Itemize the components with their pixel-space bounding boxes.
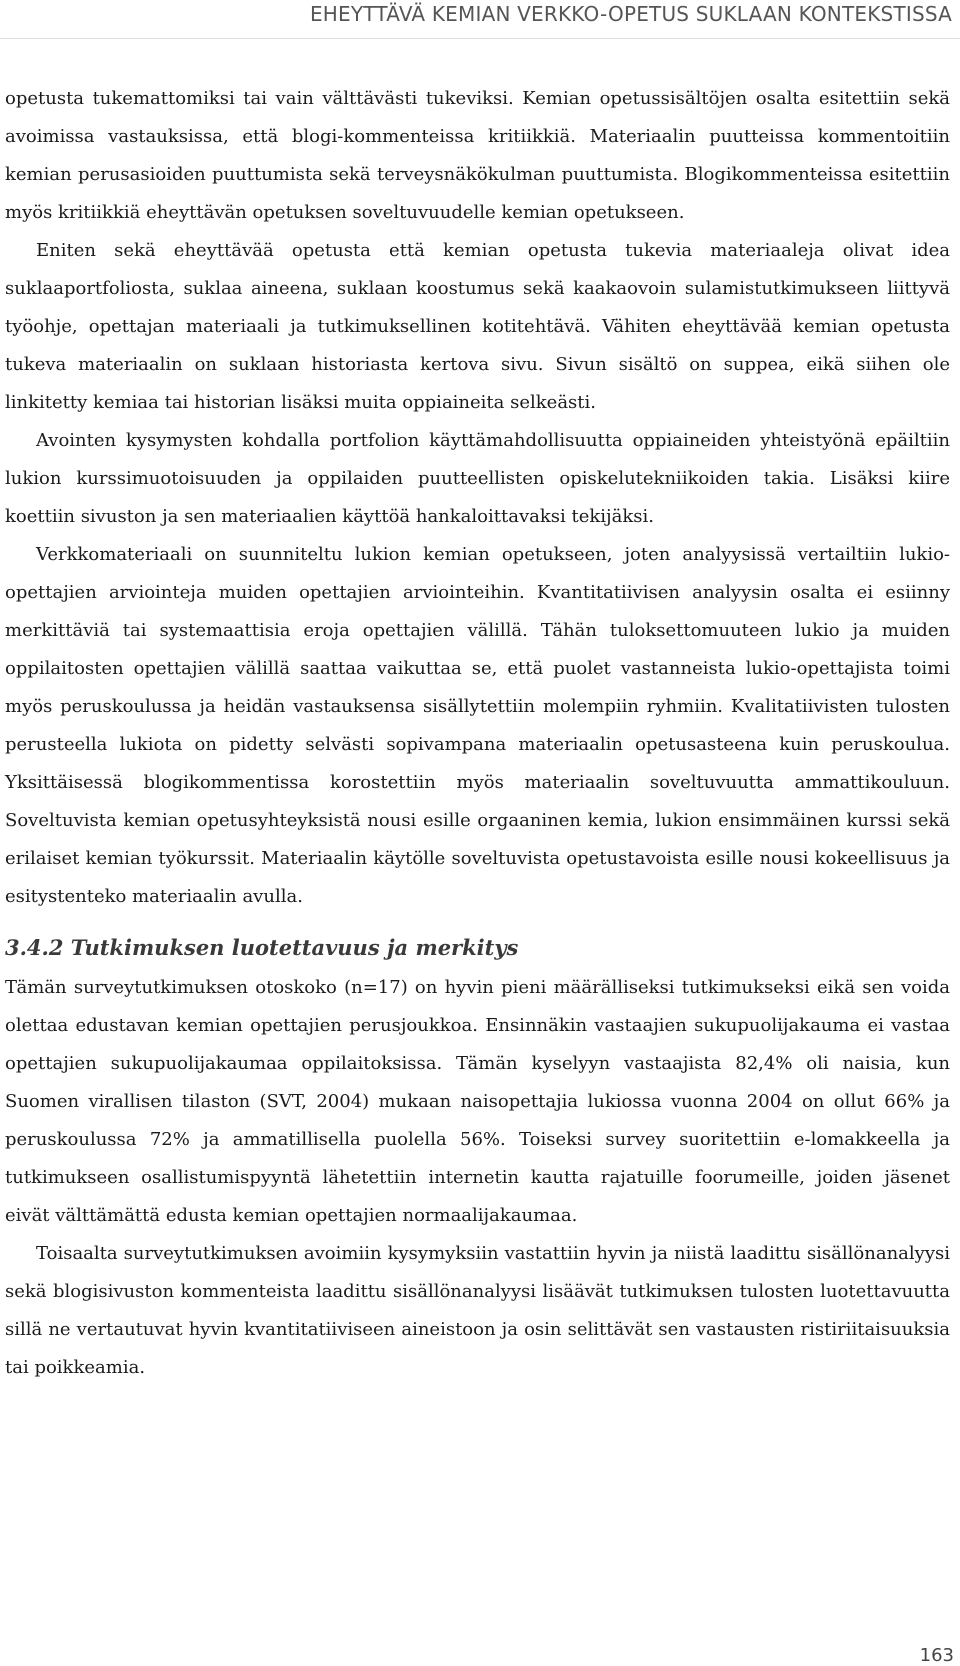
paragraph: Verkkomateriaali on suunniteltu lukion kemian opetukseen, joten analyysissä vertailtiin lukio-opettajien arviointeja muiden opettajien arviointeihin. Kvantitatiivisen analyysin osalta ei esiinny merkittäviä tai systemaattisia eroja opettajien välillä. Tähän tuloksettomuuteen lukio ja muiden oppilaitosten opettajien välillä saattaa vaikuttaa se, että puolet vastanneista lukio-opettajista toimi myös peruskoulussa ja heidän vastauksensa sisällytettiin molempiin ryhmiin. Kvalitatiivisten tulosten perusteella lukiota on pidetty selvästi sopivampana materiaalin opetusasteena kuin peruskoulua. Yksittäisessä blogikommentissa korostettiin myös materiaalin soveltuvuutta ammattikouluun. Soveltuvista kemian opetusyhteyksistä nousi esille orgaaninen kemia, lukion ensimmäinen kurssi sekä erilaiset kemian työkurssit. Materiaalin käytölle soveltuvista opetustavoista esille nousi kokeellisuus ja esitystenteko materiaalin avulla. <box>5 544 950 907</box>
document-body <box>5 80 950 1387</box>
paragraph: Tämän surveytutkimuksen otoskoko (n=17) on hyvin pieni määrälliseksi tutkimukseksi eikä sen voida olettaa edustavan kemian opettajien perusjoukkoa. Ensinnäkin vastaajien sukupuolijakauma ei vastaa opettajien sukupuolijakaumaa oppilaitoksissa. Tämän kyselyyn vastaajista 82,4% oli naisia, kun Suomen virallisen tilaston (SVT, 2004) mukaan naisopettajia lukiossa vuonna 2004 on ollut 66% ja peruskoulussa 72% ja ammatillisella puolella 56%. Toiseksi survey suoritettiin e-lomakkeella ja tutkimukseen osallistumispyyntä lähetettiin internetin kautta rajatuille foorumeille, joiden jäsenet eivät välttämättä edusta kemian opettajien normaalijakaumaa. <box>5 977 950 1226</box>
section-heading: 3.4.2 Tutkimuksen luotettavuus ja merkitys <box>5 935 519 960</box>
paragraph: Eniten sekä eheyttävää opetusta että kemian opetusta tukevia materiaaleja olivat idea suklaaportfoliosta, suklaa aineena, suklaan koostumus sekä kaakaovoin sulamistutkimukseen liittyvä työohje, opettajan materiaali ja tutkimuksellinen kotitehtävä. Vähiten eheyttävää kemian opetusta tukeva materiaalin on suklaan historiasta kertova sivu. Sivun sisältö on suppea, eikä siihen ole linkitetty kemiaa tai historian lisäksi muita oppiaineita selkeästi. <box>5 240 950 413</box>
paragraph: Toisaalta surveytutkimuksen avoimiin kysymyksiin vastattiin hyvin ja niistä laadittu sisällönanalyysi sekä blogisivuston kommenteista laadittu sisällönanalyysi lisäävät tutkimuksen tulosten luotettavuutta sillä ne vertautuvat hyvin kvantitatiiviseen aineistoon ja osin selittävät sen vastausten ristiriitaisuuksia tai poikkeamia. <box>5 1243 950 1378</box>
page-number: 163 <box>919 1645 954 1666</box>
paragraph: Avointen kysymysten kohdalla portfolion käyttämahdollisuutta oppiaineiden yhteistyönä epäiltiin lukion kurssimuotoisuuden ja oppilaiden puutteellisten opiskelutekniikoiden takia. Lisäksi kiire koettiin sivuston ja sen materiaalien käyttöä hankaloittavaksi tekijäksi. <box>5 430 950 527</box>
paragraph: opetusta tukemattomiksi tai vain välttävästi tukeviksi. Kemian opetussisältöjen osalta esitettiin sekä avoimissa vastauksissa, että blogi-kommenteissa kritiikkiä. Materiaalin puutteissa kommentoitiin kemian perusasioiden puuttumista sekä terveysnäkökulman puuttumista. Blogikommenteissa esitettiin myös kritiikkiä eheyttävän opetuksen soveltuvuudelle kemian opetukseen. <box>5 88 950 223</box>
running-header: EHEYTTÄVÄ KEMIAN VERKKO-OPETUS SUKLAAN KONTEKSTISSA <box>309 2 952 26</box>
header-divider <box>0 38 960 39</box>
